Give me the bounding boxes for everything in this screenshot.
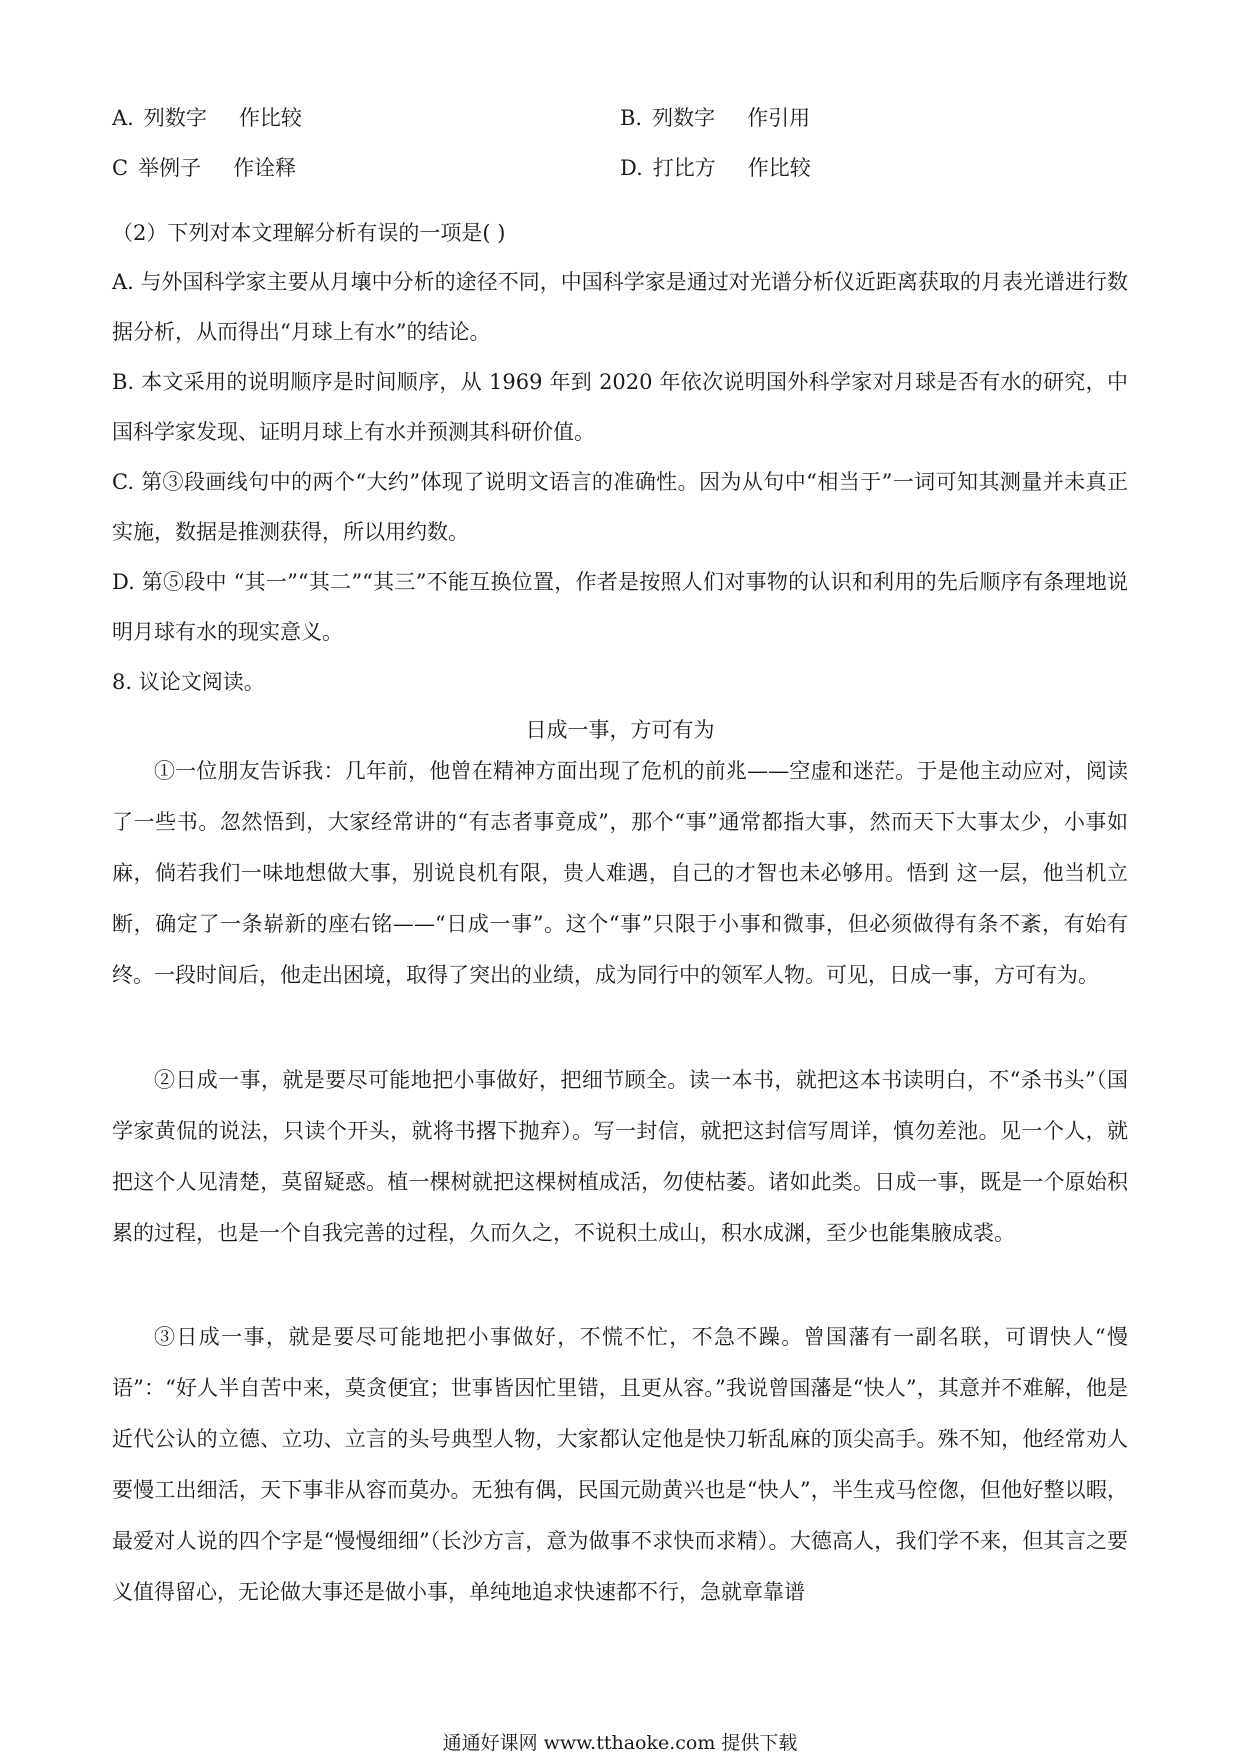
option-letter: A. <box>112 106 134 130</box>
option-method: 举例子 <box>138 156 202 180</box>
option-method: 列数字 <box>143 106 207 130</box>
q2-option-d: D. 第⑤段中 “其一”“其二”“其三”不能互换位置，作者是按照人们对事物的认识和利用的先后顺序有条理地说明月球有水的现实意义。 <box>112 570 1128 644</box>
option-method: 作诠释 <box>233 156 297 180</box>
q1-option-a <box>112 102 302 132</box>
essay-title: 日成一事，方可有为 <box>525 718 715 742</box>
essay-paragraph-1: ①一位朋友告诉我：几年前，他曾在精神方面出现了危机的前兆——空虚和迷茫。于是他主动应对，阅读了一些书。忽然悟到，大家经常讲的“有志者事竟成”，那个“事”通常都指大事，然而天下大事太少，小事如麻，倘若我们一味地想做大事，别说良机有限，贵人难遇，自己的才智也未必够用。悟到 这一层，他当机立断，确定了一条崭新的座右铭——“日成一事”。这个“事”只限于小事和微事，但必须做得有条不紊，有始有终。一段时间后，他走出困境，取得了突出的业绩，成为同行中的领军人物。可见，日成一事，方可有为。 <box>112 759 1128 987</box>
option-letter: D. <box>620 156 643 180</box>
q2-option-c: C. 第③段画线句中的两个“大约”体现了说明文语言的准确性。因为从句中“相当于”一词可知其测量并未真正实施，数据是推测获得，所以用约数。 <box>112 470 1128 544</box>
option-method: 打比方 <box>652 156 716 180</box>
option-method: 作比较 <box>747 156 811 180</box>
q2-option-b: B. 本文采用的说明顺序是时间顺序，从 1969 年到 2020 年依次说明国外科学家对月球是否有水的研究，中国科学家发现、证明月球上有水并预测其科研价值。 <box>112 370 1128 444</box>
q1-option-c <box>112 152 296 182</box>
page-footer: 通通好课网 www.tthaoke.com 提供下载 <box>442 1732 798 1754</box>
q1-options-row-1 <box>112 102 1132 142</box>
option-letter: C <box>112 156 129 180</box>
q1-options-row-2 <box>112 152 1132 192</box>
q8-heading: 8. 议论文阅读。 <box>112 670 265 694</box>
option-method: 列数字 <box>652 106 716 130</box>
option-method: 作引用 <box>747 106 811 130</box>
q2-option-a: A. 与外国科学家主要从月壤中分析的途径不同，中国科学家是通过对光谱分析仪近距离获取的月表光谱进行数据分析，从而得出“月球上有水”的结论。 <box>112 270 1128 344</box>
q2-stem: （2）下列对本文理解分析有误的一项是( ) <box>112 221 506 245</box>
q1-option-b <box>620 102 810 132</box>
option-letter: B. <box>620 106 643 130</box>
essay-paragraph-2: ②日成一事，就是要尽可能地把小事做好，把细节顾全。读一本书，就把这本书读明白，不“杀书头”（国学家黄侃的说法，只读个开头，就将书撂下抛弃）。写一封信，就把这封信写周详，慎勿差池。见一个人，就把这个人见清楚，莫留疑惑。植一棵树就把这棵树植成活，勿使枯萎。诸如此类。日成一事，既是一个原始积累的过程，也是一个自我完善的过程，久而久之，不说积土成山，积水成渊，至少也能集腋成裘。 <box>112 1068 1128 1245</box>
essay-paragraph-3: ③日成一事，就是要尽可能地把小事做好，不慌不忙，不急不躁。曾国藩有一副名联，可谓快人“慢语”：“好人半自苦中来，莫贪便宜；世事皆因忙里错，且更从容。”我说曾国藩是“快人”，其意并不难解，他是近代公认的立德、立功、立言的头号典型人物，大家都认定他是快刀斩乱麻的顶尖高手。殊不知，他经常劝人要慢工出细活，天下事非从容而莫办。无独有偶，民国元勋黄兴也是“快人”，半生戎马倥偬，但他好整以暇，最爱对人说的四个字是“慢慢细细”（长沙方言，意为做事不求快而求精）。大德高人，我们学不来，但其言之要义值得留心，无论做大事还是做小事，单纯地追求快速都不行，急就章靠谱 <box>112 1325 1128 1604</box>
q1-option-d <box>620 152 811 182</box>
option-method: 作比较 <box>238 106 302 130</box>
